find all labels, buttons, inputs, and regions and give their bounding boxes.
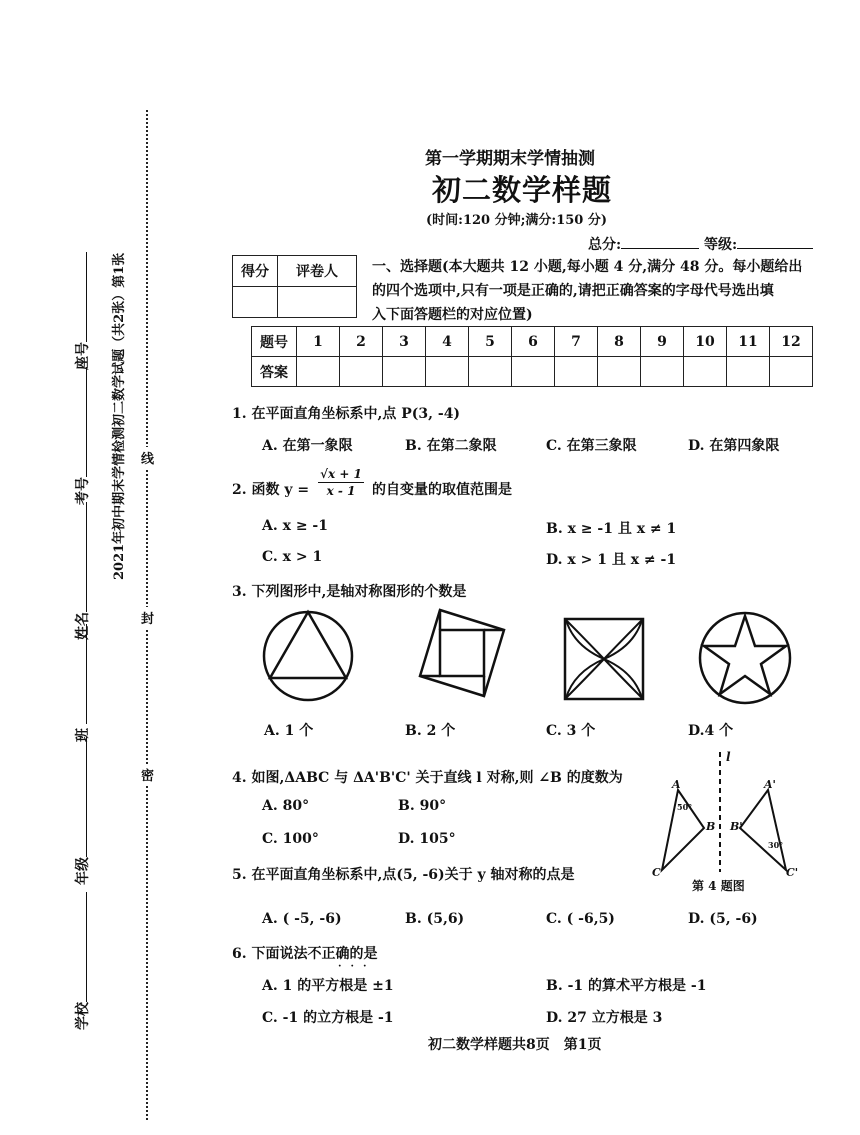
figure-4-vertex-b-prime: B' bbox=[730, 820, 743, 833]
exam-number-label: 考号 bbox=[75, 477, 91, 505]
class-field bbox=[72, 624, 92, 742]
question-5-stem: 5. 在平面直角坐标系中,点(5, -6)关于 y 轴对称的点是 bbox=[232, 867, 575, 883]
grade-level-label: 等级: bbox=[704, 237, 738, 253]
exam-number-field bbox=[72, 367, 92, 505]
figure-4-vertex-a-prime: A' bbox=[764, 778, 776, 791]
name-blank[interactable] bbox=[86, 502, 87, 612]
binding-mark-mi: 密 bbox=[141, 764, 154, 785]
question-3-option-c: C. 3 个 bbox=[546, 723, 596, 739]
total-score-field bbox=[588, 234, 813, 254]
figure-4-vertex-c: C bbox=[652, 866, 661, 879]
answer-cell[interactable] bbox=[555, 357, 598, 387]
figure-4-caption: 第 4 题图 bbox=[692, 879, 745, 893]
name-field bbox=[72, 502, 92, 640]
question-4-figure bbox=[644, 748, 804, 878]
answer-table-number: 7 bbox=[555, 327, 598, 357]
school-label: 学校 bbox=[75, 1002, 91, 1030]
question-2-option-b: B. x ≥ -1 且 x ≠ 1 bbox=[546, 521, 677, 537]
figure-4-vertex-c-prime: C' bbox=[786, 866, 799, 879]
school-field bbox=[72, 892, 92, 1030]
answer-cell[interactable] bbox=[383, 357, 426, 387]
section1-instructions-1: 一、选择题(本大题共 12 小题,每小题 4 分,满分 48 分。每小题给出 bbox=[372, 259, 803, 275]
answer-table-number: 3 bbox=[383, 327, 426, 357]
school-blank[interactable] bbox=[86, 892, 87, 1002]
question-2-denominator: x - 1 bbox=[326, 484, 356, 498]
circle-triangle-figure bbox=[260, 608, 356, 704]
question-6-option-d: D. 27 立方根是 3 bbox=[546, 1010, 663, 1026]
answer-cell[interactable] bbox=[727, 357, 770, 387]
answer-table-number: 10 bbox=[684, 327, 727, 357]
question-2-numerator: √x + 1 bbox=[318, 467, 364, 483]
question-1-option-c: C. 在第三象限 bbox=[546, 438, 637, 454]
answer-cell[interactable] bbox=[641, 357, 684, 387]
answer-table-number: 5 bbox=[469, 327, 512, 357]
question-3-option-a: A. 1 个 bbox=[264, 723, 314, 739]
answer-table bbox=[251, 326, 813, 387]
binding-mark-feng: 封 bbox=[141, 607, 154, 628]
exam-series-title: 2021年初中期末学情检测初二数学试题（共2张）第1张 bbox=[112, 252, 127, 580]
grade-blank[interactable] bbox=[86, 737, 87, 857]
figure-4-angle-a: 50° bbox=[677, 802, 693, 812]
figure-4-vertex-a: A bbox=[672, 778, 681, 791]
question-4-option-d: D. 105° bbox=[398, 831, 456, 847]
petal-square-figure bbox=[562, 616, 646, 702]
answer-table-header-row bbox=[252, 327, 813, 357]
score-cell[interactable] bbox=[233, 287, 278, 318]
grader-label: 评卷人 bbox=[278, 256, 357, 287]
total-score-blank[interactable] bbox=[621, 248, 699, 249]
answer-table-number: 4 bbox=[426, 327, 469, 357]
answer-cell[interactable] bbox=[512, 357, 555, 387]
answer-cell[interactable] bbox=[598, 357, 641, 387]
question-3-option-d: D.4 个 bbox=[688, 723, 734, 739]
page-footer: 初二数学样题共8页 第1页 bbox=[428, 1037, 602, 1053]
exam-info: (时间:120 分钟;满分:150 分) bbox=[426, 213, 608, 228]
answer-table-number: 12 bbox=[770, 327, 813, 357]
grade-level-blank[interactable] bbox=[737, 248, 813, 249]
question-2-stem-pre: 2. 函数 y = bbox=[232, 482, 310, 498]
answer-table-number: 8 bbox=[598, 327, 641, 357]
score-label: 得分 bbox=[233, 256, 278, 287]
question-4-option-a: A. 80° bbox=[262, 798, 310, 814]
exam-subtitle: 第一学期期末学情抽测 bbox=[425, 149, 595, 169]
answer-cell[interactable] bbox=[469, 357, 512, 387]
question-5-option-d: D. (5, -6) bbox=[688, 911, 758, 927]
answer-cell[interactable] bbox=[297, 357, 340, 387]
seat-blank[interactable] bbox=[86, 252, 87, 342]
exam-number-blank[interactable] bbox=[86, 367, 87, 477]
answer-table-number: 9 bbox=[641, 327, 684, 357]
answer-table-answer-row bbox=[252, 357, 813, 387]
answer-cell[interactable] bbox=[770, 357, 813, 387]
pinwheel-square-figure bbox=[412, 606, 508, 706]
answer-cell[interactable] bbox=[426, 357, 469, 387]
question-3-stem: 3. 下列图形中,是轴对称图形的个数是 bbox=[232, 584, 467, 600]
question-5-option-b: B. (5,6) bbox=[405, 911, 465, 927]
section1-instructions-3: 入下面答题栏的对应位置) bbox=[372, 307, 533, 323]
question-6-option-a: A. 1 的平方根是 ±1 bbox=[262, 978, 394, 994]
question-6-option-c: C. -1 的立方根是 -1 bbox=[262, 1010, 394, 1026]
section1-instructions-2: 的四个选项中,只有一项是正确的,请把正确答案的字母代号选出填 bbox=[372, 283, 774, 299]
answer-table-number-label: 题号 bbox=[252, 327, 297, 357]
question-2-option-c: C. x > 1 bbox=[262, 549, 323, 565]
question-3-option-b: B. 2 个 bbox=[405, 723, 456, 739]
question-5-option-c: C. ( -6,5) bbox=[546, 911, 615, 927]
binding-mark-xian: 线 bbox=[141, 447, 154, 468]
question-1-option-b: B. 在第二象限 bbox=[405, 438, 497, 454]
emphasis-dots: ··· bbox=[338, 961, 376, 972]
question-1-option-d: D. 在第四象限 bbox=[688, 438, 780, 454]
grader-cell[interactable] bbox=[278, 287, 357, 318]
answer-cell[interactable] bbox=[684, 357, 727, 387]
figure-4-angle-c-prime: 30° bbox=[768, 840, 784, 850]
question-1-option-a: A. 在第一象限 bbox=[262, 438, 353, 454]
question-6-option-b: B. -1 的算术平方根是 -1 bbox=[546, 978, 707, 994]
answer-cell[interactable] bbox=[340, 357, 383, 387]
figure-4-vertex-b: B bbox=[706, 820, 716, 833]
star-circle-figure bbox=[696, 608, 794, 706]
answer-table-number: 11 bbox=[727, 327, 770, 357]
seat-label: 座号 bbox=[75, 342, 91, 370]
grade-label: 年级 bbox=[75, 857, 91, 885]
question-2-stem-post: 的自变量的取值范围是 bbox=[372, 482, 512, 498]
question-4-option-b: B. 90° bbox=[398, 798, 447, 814]
answer-table-number: 1 bbox=[297, 327, 340, 357]
question-6-stem: 6. 下面说法不正确的是 bbox=[232, 946, 378, 962]
answer-table-answer-label: 答案 bbox=[252, 357, 297, 387]
seat-field bbox=[72, 252, 92, 370]
figure-4-line-label: l bbox=[726, 750, 731, 764]
name-label: 姓名 bbox=[75, 612, 91, 640]
answer-table-number: 6 bbox=[512, 327, 555, 357]
question-4-stem: 4. 如图,ΔABC 与 ΔA'B'C' 关于直线 l 对称,则 ∠B 的度数为 bbox=[232, 770, 623, 786]
grade-field bbox=[72, 737, 92, 885]
question-5-option-a: A. ( -5, -6) bbox=[262, 911, 342, 927]
score-box bbox=[232, 255, 357, 318]
class-label: 班 bbox=[75, 728, 91, 742]
question-1-stem: 1. 在平面直角坐标系中,点 P(3, -4) bbox=[232, 406, 461, 422]
question-2-option-a: A. x ≥ -1 bbox=[262, 518, 328, 534]
question-2-fraction bbox=[318, 467, 364, 498]
question-4-option-c: C. 100° bbox=[262, 831, 319, 847]
question-2-option-d: D. x > 1 且 x ≠ -1 bbox=[546, 552, 677, 568]
answer-table-number: 2 bbox=[340, 327, 383, 357]
exam-title: 初二数学样题 bbox=[432, 173, 613, 207]
total-score-label: 总分: bbox=[588, 237, 622, 253]
